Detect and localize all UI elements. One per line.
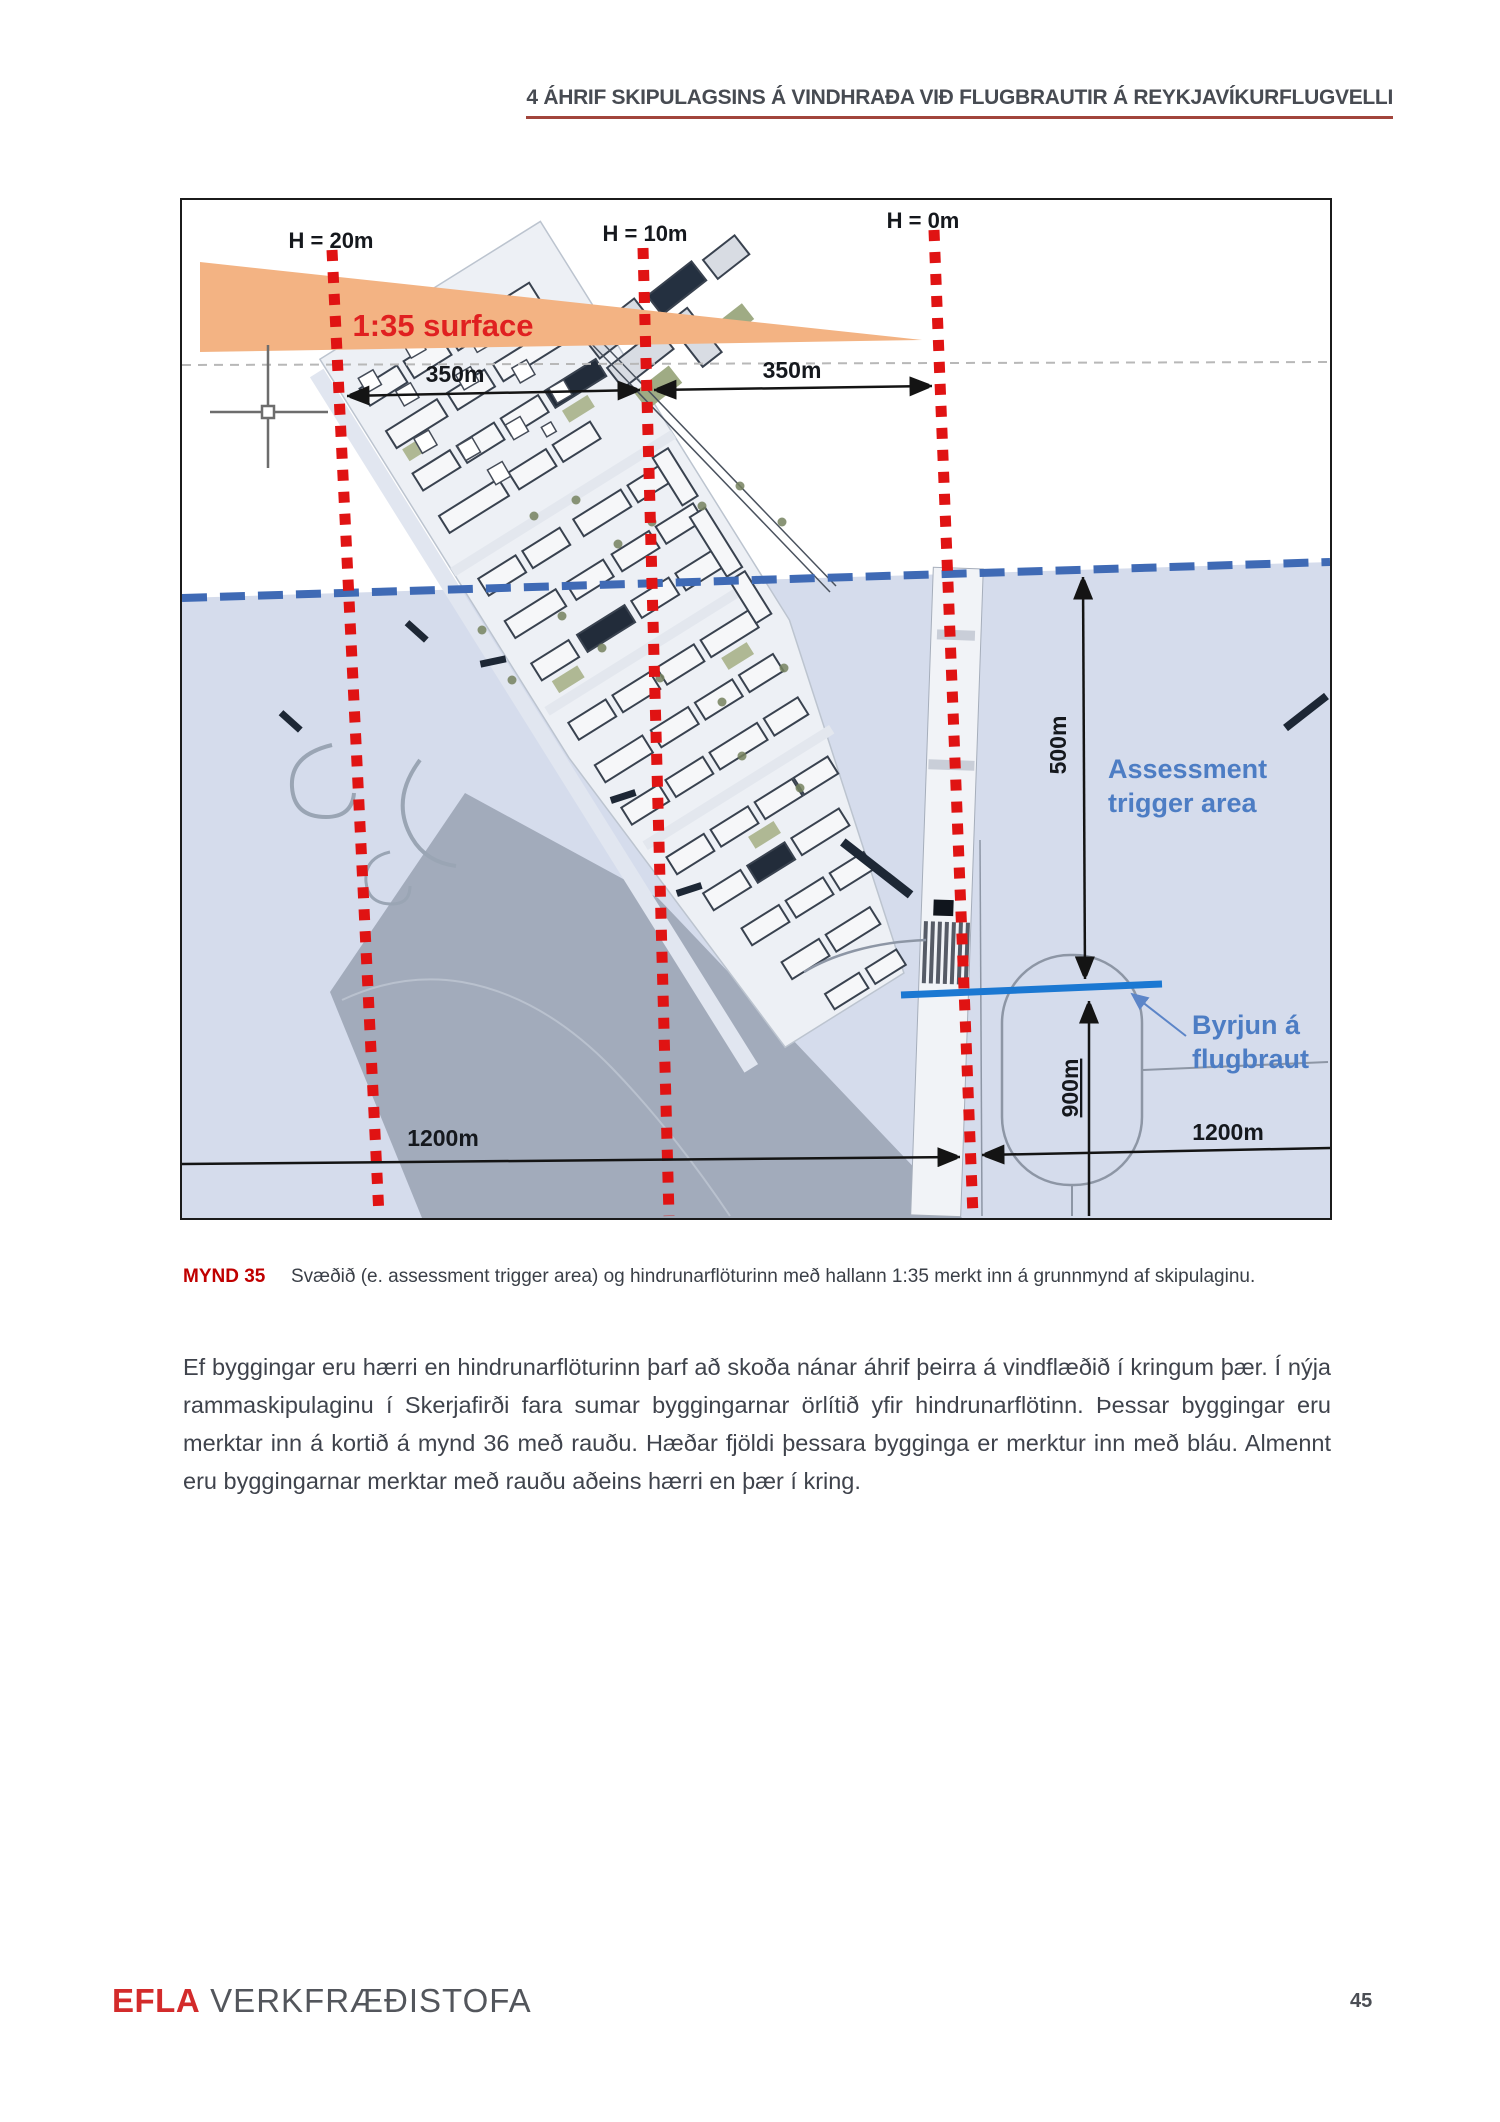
label-runway-start-2: flugbraut <box>1192 1044 1309 1074</box>
figure-caption-text: Svæðið (e. assessment trigger area) og hindrunarflöturinn með hallann 1:35 merkt inn á grunnmynd af skipulaginu. <box>291 1266 1256 1287</box>
body-paragraph: Ef byggingar eru hærri en hindrunarflöturinn þarf að skoða nánar áhrif þeirra á vindflæðið í kringum þær. Í nýja rammaskipulaginu í Skerjafirði fara sumar byggingarnar örlítið yfir hindrunarflötinn. Þessar byggingar eru merktar inn á kortið á mynd 36 með rauðu. Hæðar fjöldi þessara bygginga er merktur inn með bláu. Almennt eru byggingarnar merktar með rauðu aðeins hærri en þær í kring. <box>183 1354 1331 1494</box>
figure-caption <box>183 1262 1331 1292</box>
label-trigger-area-1: Assessment <box>1108 754 1268 784</box>
figure-caption-tag: MYND 35 <box>183 1266 266 1287</box>
label-trigger-area-2: trigger area <box>1108 788 1257 818</box>
label-1200-right: 1200m <box>1192 1119 1264 1145</box>
footer-logo-efla: EFLA <box>112 1982 201 2019</box>
label-350-left: 350m <box>425 361 485 387</box>
footer-logo-suffix: VERKFRÆÐISTOFA <box>210 1982 532 2019</box>
chapter-title: 4 ÁHRIF SKIPULAGSINS Á VINDHRAÐA VIÐ FLUGBRAUTIR Á REYKJAVÍKURFLUGVELLI <box>526 86 1393 119</box>
dim-350-right <box>654 386 932 390</box>
crosshair-icon <box>210 345 328 468</box>
label-h0: H = 0m <box>886 208 960 233</box>
label-runway-start-1: Byrjun á <box>1192 1010 1301 1040</box>
page-number: 45 <box>1350 1990 1373 2012</box>
label-350-right: 350m <box>762 357 822 383</box>
label-500: 500m <box>1045 715 1071 775</box>
page-footer <box>112 1982 532 2020</box>
label-h10: H = 10m <box>602 221 688 246</box>
figure-mynd-35 <box>180 198 1332 1220</box>
page-header <box>0 86 1393 119</box>
label-h20: H = 20m <box>288 228 374 253</box>
figure-map-svg <box>182 200 1330 1218</box>
label-900: 900m <box>1057 1058 1083 1118</box>
label-1200-left: 1200m <box>407 1125 479 1151</box>
label-surface: 1:35 surface <box>352 308 534 343</box>
